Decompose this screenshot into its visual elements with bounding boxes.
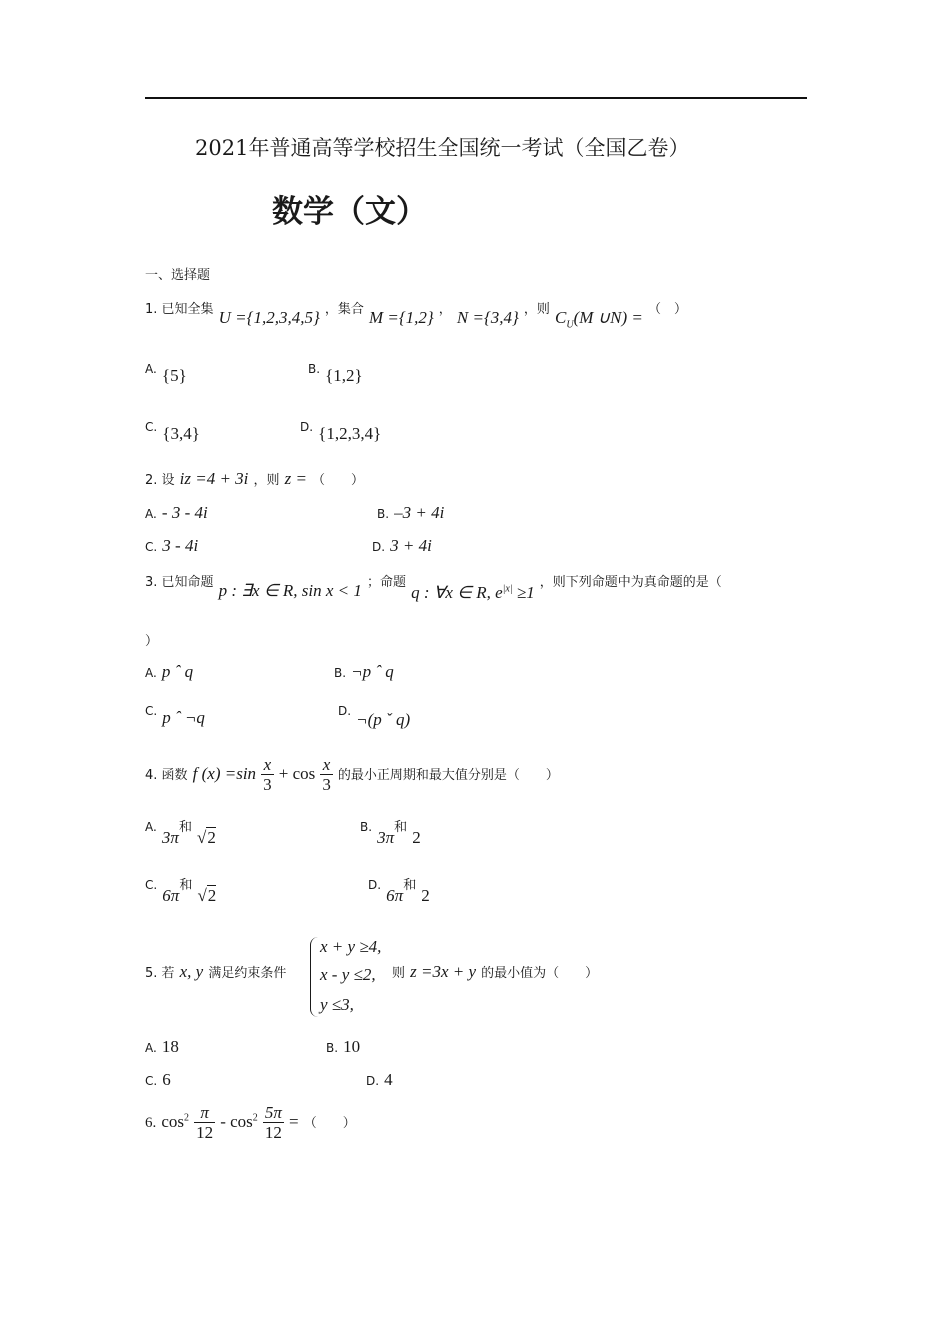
q4-option-a [145, 816, 216, 847]
q2-option-d [372, 536, 432, 556]
frac-den: 12 [196, 1123, 214, 1142]
q5-option-c [145, 1070, 171, 1090]
q1-sep3: ，则 [523, 302, 550, 317]
q5-then: 则 [392, 966, 406, 981]
option-label: C. [145, 540, 158, 554]
option-label: D. [366, 1074, 380, 1088]
q6-prefix: 6. [145, 1115, 157, 1131]
frac-num: x [320, 755, 333, 775]
q4-fx: f (x) =sin [192, 764, 257, 783]
option-period: 3π [161, 828, 179, 847]
q1-expr: C [555, 308, 567, 327]
q2-sep: ，则 [253, 473, 280, 488]
q1-expr-tail: (M ∪N) = [573, 308, 643, 327]
option-value: {1,2,3,4} [318, 424, 382, 443]
option-he: 和 [178, 820, 192, 835]
q1-expr-sub: U [566, 319, 574, 331]
q2-prefix: 2. 设 [145, 473, 175, 488]
q6-paren: （ ） [303, 1116, 356, 1131]
option-period: 6π [162, 886, 180, 905]
option-label: D. [300, 420, 314, 434]
section-heading: 一、选择题 [145, 268, 211, 283]
constraint-brace [310, 937, 319, 1017]
q6-fraction-1 [194, 1103, 215, 1142]
q1-set-n: N ={3,4} [456, 308, 519, 327]
q3-q-tail: ≥1 [516, 583, 535, 602]
q5-option-b [326, 1037, 360, 1057]
option-period: 6π [386, 886, 404, 905]
option-label: C. [145, 420, 158, 434]
q6-cos-2 [220, 1112, 258, 1131]
top-rule [145, 97, 807, 99]
q3-prefix: 3. 已知命题 [145, 575, 214, 590]
option-label: A. [145, 362, 157, 376]
q1-sep1: ，集合 [324, 302, 364, 317]
q1-option-d [300, 416, 382, 443]
option-value: - 3 - 4i [161, 503, 208, 522]
q6-minus-cos: - cos [220, 1112, 253, 1131]
q3-q-sup: |x| [502, 583, 513, 595]
sqrt-radicand: 2 [207, 886, 217, 905]
option-max: 2 [412, 828, 421, 847]
option-value: ¬(p ˇ q) [356, 710, 411, 729]
question-3-stem [145, 571, 722, 602]
question-6-stem [145, 1103, 356, 1142]
option-value: 10 [343, 1037, 361, 1056]
option-value: 3 - 4i [162, 536, 199, 555]
q3-option-d [338, 700, 411, 729]
option-he: 和 [394, 820, 408, 835]
option-max: √2 [197, 828, 216, 847]
option-label: C. [145, 704, 158, 718]
q2-option-a [145, 503, 208, 523]
q2-option-b [377, 503, 444, 523]
option-label: A. [145, 820, 157, 834]
q1-complement [555, 308, 643, 331]
q3-option-a [145, 662, 193, 682]
option-label: A. [145, 666, 157, 680]
q5-tail: 的最小值为（ ） [481, 966, 599, 981]
q1-prefix: 1. 已知全集 [145, 302, 214, 317]
q5-option-a [145, 1037, 179, 1057]
option-value: 3 + 4i [390, 536, 432, 555]
q4-option-b [360, 816, 421, 847]
option-value: {5} [161, 366, 187, 385]
frac-num: 5π [264, 1103, 282, 1122]
q5-constraint-3: y ≤3, [320, 995, 354, 1014]
option-value: {1,2} [325, 366, 363, 385]
q5-constraint-2: x - y ≤2, [320, 965, 376, 984]
question-4-stem [145, 755, 559, 794]
option-label: B. [377, 507, 390, 521]
option-label: B. [326, 1041, 339, 1055]
q3-sep: ；命题 [366, 575, 406, 590]
q4-fraction-1 [261, 755, 274, 794]
q3-q-main: q : ∀x ∈ R, e [411, 583, 503, 602]
sqrt-radicand: 2 [207, 828, 216, 847]
q1-option-a [145, 358, 187, 385]
option-value: ¬p ˆ q [351, 662, 394, 681]
q1-set-u: U ={1,2,3,4,5} [218, 308, 320, 327]
frac-num: π [194, 1103, 215, 1123]
q3-option-c [145, 700, 205, 727]
question-1-stem [145, 298, 687, 331]
q5-prefix: 5. 若 [145, 966, 175, 981]
q4-fraction-2 [320, 755, 333, 794]
option-value: p ˆ q [161, 662, 194, 681]
q1-paren: （ ） [647, 302, 687, 317]
option-label: D. [372, 540, 386, 554]
q2-paren: （ ） [312, 473, 365, 488]
q6-cos1-text: cos [161, 1112, 185, 1131]
q1-set-m: M ={1,2} [368, 308, 434, 327]
q3-close-paren: ） [145, 634, 159, 649]
frac-den: 12 [264, 1123, 282, 1142]
exam-title: 2021年普通高等学校招生全国统一考试（全国乙卷） [195, 136, 690, 160]
option-value: 18 [161, 1037, 179, 1056]
q3-prop-p: p : ∃x ∈ R, sin x < 1 [218, 581, 362, 600]
option-label: C. [145, 878, 158, 892]
q3-option-b [334, 662, 394, 682]
option-label: B. [360, 820, 373, 834]
q6-equals: = [289, 1112, 299, 1131]
frac-den: 3 [263, 775, 272, 794]
q5-vars: x, y [179, 962, 204, 981]
option-he: 和 [179, 878, 193, 893]
q1-option-c [145, 416, 200, 443]
q3-tail: ，则下列命题中为真命题的是（ [539, 575, 722, 590]
option-label: A. [145, 507, 157, 521]
q5-objective: z =3x + y [410, 962, 477, 981]
q6-fraction-2 [263, 1103, 284, 1142]
option-value: 6 [162, 1070, 171, 1089]
q4-plus-cos: + cos [278, 764, 316, 783]
q4-option-d [368, 874, 430, 905]
frac-den: 3 [322, 775, 331, 794]
q5-option-d [366, 1070, 393, 1090]
option-label: A. [145, 1041, 157, 1055]
option-max: √2 [197, 886, 217, 905]
option-value: 4 [384, 1070, 393, 1089]
q3-prop-q [411, 583, 535, 602]
option-value: p ˆ ¬q [162, 708, 205, 727]
option-label: B. [334, 666, 347, 680]
q2-z: z = [284, 469, 307, 488]
option-label: B. [308, 362, 321, 376]
question-5-stem-right [392, 962, 598, 982]
option-value: –3 + 4i [394, 503, 445, 522]
q4-option-c [145, 874, 217, 905]
option-label: D. [338, 704, 352, 718]
option-label: C. [145, 1074, 158, 1088]
q6-sup-1: 2 [184, 1112, 190, 1124]
option-he: 和 [403, 878, 417, 893]
q2-option-c [145, 536, 198, 556]
q2-equation: iz =4 + 3i [179, 469, 249, 488]
q6-cos-1 [161, 1112, 189, 1131]
option-label: D. [368, 878, 382, 892]
q5-constraint-1: x + y ≥4, [320, 937, 382, 956]
frac-num: x [261, 755, 274, 775]
q1-sep2: ， [438, 302, 452, 317]
option-period: 3π [377, 828, 395, 847]
q1-option-b [308, 358, 363, 385]
q4-tail: 的最小正周期和最大值分别是（ ） [337, 768, 559, 783]
q6-sup-2: 2 [252, 1112, 258, 1124]
q5-cond: 满足约束条件 [208, 966, 287, 981]
question-2-stem [145, 469, 364, 489]
subject-title: 数学（文） [272, 194, 427, 230]
q4-prefix: 4. 函数 [145, 768, 188, 783]
option-max: 2 [421, 886, 430, 905]
question-5-stem-left [145, 962, 286, 982]
option-value: {3,4} [162, 424, 200, 443]
